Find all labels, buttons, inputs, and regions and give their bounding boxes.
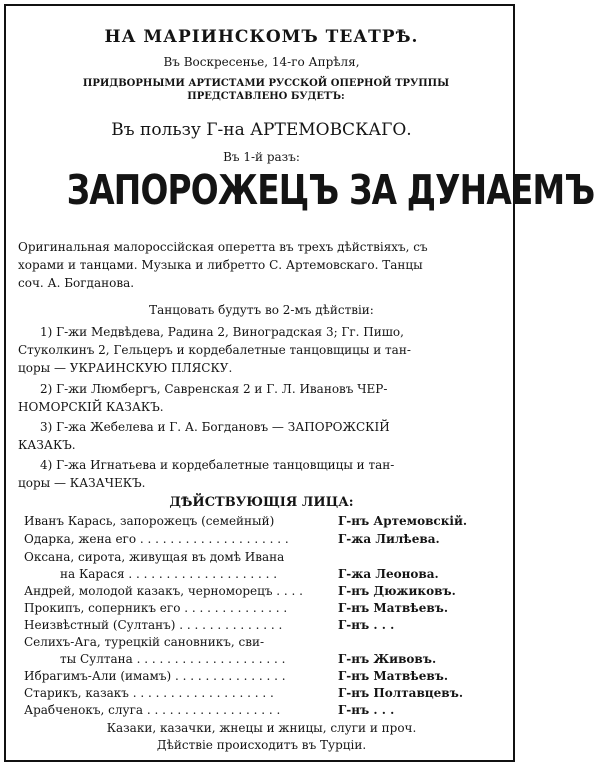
dance-1-line-3: цоры — УКРАИНСКУЮ ПЛЯСКУ. — [18, 361, 233, 375]
benefit-line: Въ пользу Г-на АРТЕМОВСКАГО. — [111, 120, 412, 140]
cast-role: Неизвѣстный (Султанъ) . . . . . . . . . . . . . . — [24, 618, 283, 632]
cast-role: Оксана, сирота, живущая въ домѣ Ивана — [24, 550, 285, 564]
cast-actor: Г-нъ . . . — [338, 703, 395, 717]
dance-4-line-2: цоры — КАЗАЧЕКЪ. — [18, 476, 146, 490]
cast-actor: Г-нъ . . . — [338, 618, 395, 632]
cast-footer-1: Казаки, казачки, жнецы и жницы, слуги и проч. — [106, 721, 417, 735]
opera-title: ЗАПОРОЖЕЦЪ ЗА ДУНАЕМЪ — [66, 166, 594, 214]
dance-1-line-2: Стуколкинъ 2, Гельцеръ и кордебалетные танцовщицы и тан- — [18, 343, 411, 357]
dance-2-line-2: НОМОРСКIЙ КАЗАКЪ. — [18, 400, 164, 414]
cast-role: Селихъ-Ага, турецкiй сановникъ, сви- — [24, 635, 265, 649]
dance-2-line-1: 2) Г-жи Люмбергъ, Савренская 2 и Г. Л. Ивановъ ЧЕР- — [40, 382, 388, 396]
description-line-3: соч. А. Богданова. — [18, 276, 135, 290]
dance-3-line-2: КАЗАКЪ. — [18, 438, 76, 452]
troupe-line: ПРИДВОРНЫМИ АРТИСТАМИ РУССКОЙ ОПЕРНОЙ ТРУППЫ ПРЕДСТАВЛЕНО БУДЕТЪ: — [82, 78, 450, 102]
cast-actor: Г-нъ Матвѣевъ. — [338, 669, 449, 683]
description-line-2: хорами и танцами. Музыка и либретто С. Артемовскаго. Танцы — [18, 258, 423, 272]
cast-heading: ДѢЙСТВУЮЩIЯ ЛИЦА: — [169, 495, 354, 510]
cast-actor: Г-жа Леонова. — [338, 567, 439, 581]
cast-role: Ибрагимъ-Али (имамъ) . . . . . . . . . . . . . . . — [24, 669, 286, 683]
cast-actor: Г-нъ Полтавцевъ. — [338, 686, 463, 700]
cast-role: Одарка, жена его . . . . . . . . . . . . . . . . . . . . — [24, 532, 289, 546]
dance-1-line-1: 1) Г-жи Медвѣдева, Радина 2, Виноградская 3; Гг. Пишо, — [40, 325, 404, 339]
theatre-heading: НА МАРIИНСКОМЪ ТЕАТРѢ. — [104, 27, 419, 47]
description-line-1: Оригинальная малороссiйская оперетта въ трехъ дѣйствiяхъ, съ — [18, 240, 428, 254]
cast-actor: Г-жа Лилѣева. — [338, 532, 440, 546]
first-time-line: Въ 1-й разъ: — [223, 150, 300, 164]
cast-role: Прокипъ, соперникъ его . . . . . . . . . . . . . . — [24, 601, 288, 615]
cast-actor: Г-нъ Матвѣевъ. — [338, 601, 449, 615]
cast-role: Иванъ Карась, запорожецъ (семейный) — [24, 514, 275, 528]
dances-heading: Танцовать будутъ во 2-мъ дѣйствiи: — [149, 303, 374, 317]
cast-actor: Г-нъ Артемовскiй. — [338, 514, 468, 528]
cast-role: ты Султана . . . . . . . . . . . . . . . . . . . . — [60, 652, 286, 666]
cast-actor: Г-нъ Дюжиковъ. — [338, 584, 456, 598]
cast-role: на Карася . . . . . . . . . . . . . . . . . . . . — [60, 567, 278, 581]
cast-role: Старикъ, казакъ . . . . . . . . . . . . . . . . . . . — [24, 686, 274, 700]
date-line: Въ Воскресенье, 14-го Апрѣля, — [163, 55, 360, 69]
dance-3-line-1: 3) Г-жа Жебелева и Г. А. Богдановъ — ЗАПОРОЖСКIЙ — [40, 420, 390, 434]
dance-4-line-1: 4) Г-жа Игнатьева и кордебалетные танцовщицы и тан- — [40, 458, 395, 472]
cast-actor: Г-нъ Живовъ. — [338, 652, 437, 666]
cast-footer-2: Дѣйствiе происходитъ въ Турцiи. — [156, 738, 367, 752]
cast-role: Арабченокъ, слуга . . . . . . . . . . . . . . . . . . — [24, 703, 281, 717]
cast-role: Андрей, молодой казакъ, черноморецъ . . . . — [24, 584, 303, 598]
